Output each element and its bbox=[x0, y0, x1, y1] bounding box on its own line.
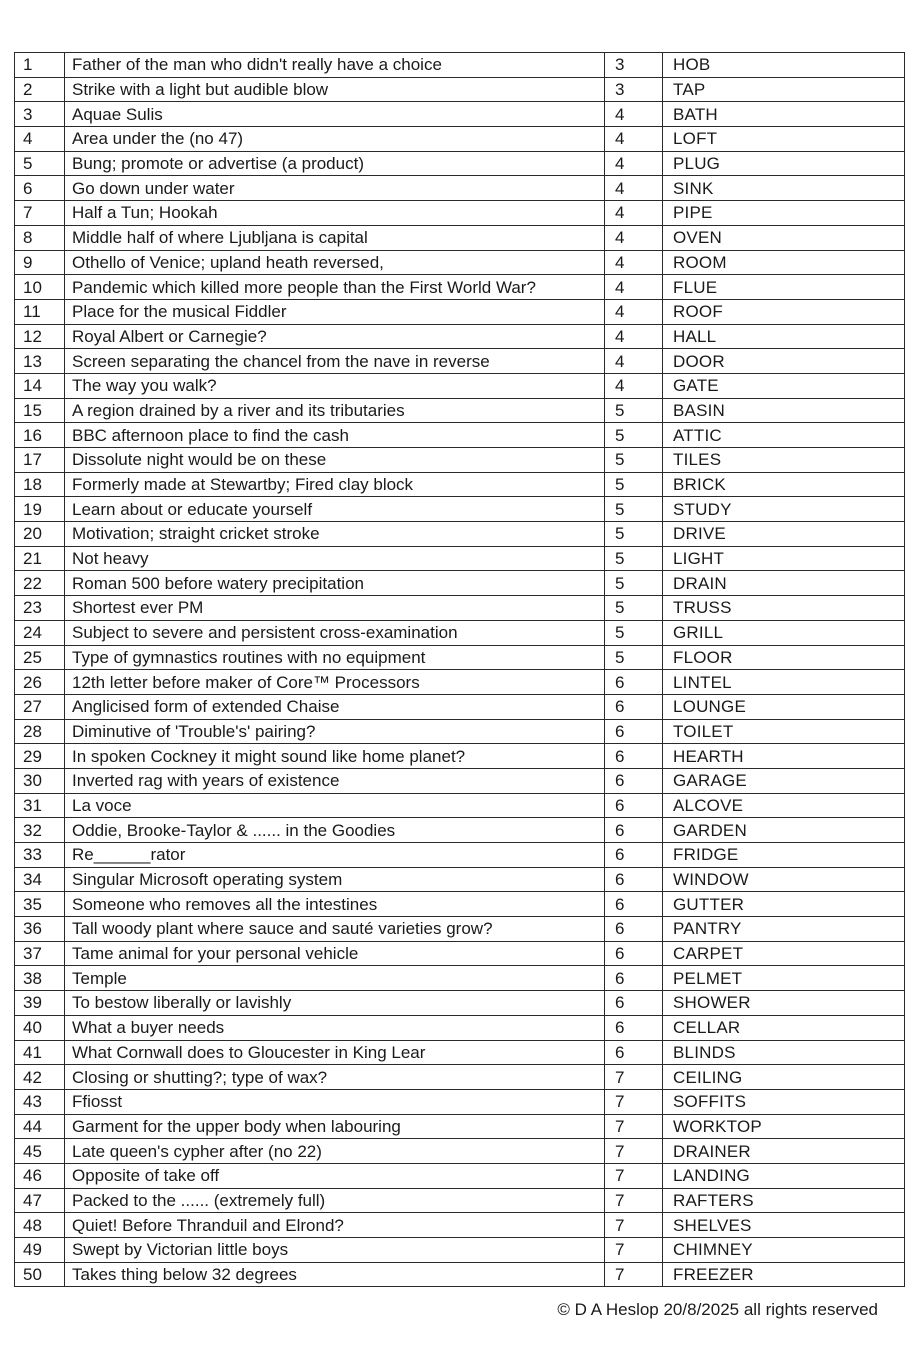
answer-length: 4 bbox=[605, 349, 663, 374]
answer-text: STUDY bbox=[663, 497, 905, 522]
clue-text: Half a Tun; Hookah bbox=[65, 201, 605, 226]
answer-length: 6 bbox=[605, 694, 663, 719]
table-row bbox=[15, 991, 905, 1016]
clue-text: Formerly made at Stewartby; Fired clay block bbox=[65, 472, 605, 497]
table-row bbox=[15, 472, 905, 497]
clue-text: Motivation; straight cricket stroke bbox=[65, 522, 605, 547]
answer-text: FRIDGE bbox=[663, 843, 905, 868]
table-row bbox=[15, 768, 905, 793]
answer-length: 6 bbox=[605, 768, 663, 793]
clue-number: 12 bbox=[15, 324, 65, 349]
answer-length: 5 bbox=[605, 546, 663, 571]
answer-length: 6 bbox=[605, 744, 663, 769]
answer-text: DRAINER bbox=[663, 1139, 905, 1164]
clue-text: To bestow liberally or lavishly bbox=[65, 991, 605, 1016]
answer-text: TRUSS bbox=[663, 596, 905, 621]
clue-text: Pandemic which killed more people than the First World War? bbox=[65, 275, 605, 300]
table-row bbox=[15, 892, 905, 917]
answer-text: ATTIC bbox=[663, 423, 905, 448]
clue-text: Packed to the ...... (extremely full) bbox=[65, 1188, 605, 1213]
answer-length: 4 bbox=[605, 275, 663, 300]
table-row bbox=[15, 571, 905, 596]
clue-text: Dissolute night would be on these bbox=[65, 448, 605, 473]
answer-text: ROOF bbox=[663, 299, 905, 324]
table-row bbox=[15, 176, 905, 201]
clue-text: Roman 500 before watery precipitation bbox=[65, 571, 605, 596]
clue-number: 1 bbox=[15, 53, 65, 78]
clue-number: 20 bbox=[15, 522, 65, 547]
clue-number: 48 bbox=[15, 1213, 65, 1238]
clue-text: Place for the musical Fiddler bbox=[65, 299, 605, 324]
table-row bbox=[15, 127, 905, 152]
answer-text: GARAGE bbox=[663, 768, 905, 793]
table-row bbox=[15, 694, 905, 719]
clue-text: Swept by Victorian little boys bbox=[65, 1238, 605, 1263]
table-row bbox=[15, 1238, 905, 1263]
clue-number: 38 bbox=[15, 966, 65, 991]
answer-length: 7 bbox=[605, 1213, 663, 1238]
answer-text: CELLAR bbox=[663, 1015, 905, 1040]
clue-text: Late queen's cypher after (no 22) bbox=[65, 1139, 605, 1164]
clue-number: 10 bbox=[15, 275, 65, 300]
answer-text: BASIN bbox=[663, 398, 905, 423]
answer-length: 3 bbox=[605, 53, 663, 78]
answer-text: DOOR bbox=[663, 349, 905, 374]
answer-length: 6 bbox=[605, 941, 663, 966]
clue-number: 40 bbox=[15, 1015, 65, 1040]
clue-text: Shortest ever PM bbox=[65, 596, 605, 621]
clue-number: 41 bbox=[15, 1040, 65, 1065]
table-row bbox=[15, 102, 905, 127]
answer-length: 7 bbox=[605, 1238, 663, 1263]
table-row bbox=[15, 1089, 905, 1114]
table-row bbox=[15, 1213, 905, 1238]
table-row bbox=[15, 497, 905, 522]
clue-text: Garment for the upper body when labouring bbox=[65, 1114, 605, 1139]
answer-length: 5 bbox=[605, 423, 663, 448]
clue-text: Not heavy bbox=[65, 546, 605, 571]
clue-text: La voce bbox=[65, 793, 605, 818]
clue-text: Anglicised form of extended Chaise bbox=[65, 694, 605, 719]
clue-number: 11 bbox=[15, 299, 65, 324]
answer-length: 3 bbox=[605, 77, 663, 102]
table-row bbox=[15, 373, 905, 398]
answer-length: 7 bbox=[605, 1089, 663, 1114]
answer-text: CEILING bbox=[663, 1065, 905, 1090]
answer-length: 6 bbox=[605, 966, 663, 991]
answer-length: 7 bbox=[605, 1163, 663, 1188]
answer-text: PELMET bbox=[663, 966, 905, 991]
answer-text: CHIMNEY bbox=[663, 1238, 905, 1263]
table-row bbox=[15, 1188, 905, 1213]
clue-text: Subject to severe and persistent cross-examination bbox=[65, 620, 605, 645]
answer-text: GUTTER bbox=[663, 892, 905, 917]
clue-text: Go down under water bbox=[65, 176, 605, 201]
answer-text: WINDOW bbox=[663, 867, 905, 892]
clue-text: Closing or shutting?; type of wax? bbox=[65, 1065, 605, 1090]
answer-length: 5 bbox=[605, 522, 663, 547]
answer-length: 4 bbox=[605, 176, 663, 201]
answer-text: SINK bbox=[663, 176, 905, 201]
table-row bbox=[15, 1040, 905, 1065]
answer-length: 7 bbox=[605, 1139, 663, 1164]
answer-length: 6 bbox=[605, 719, 663, 744]
table-row bbox=[15, 719, 905, 744]
answer-text: RAFTERS bbox=[663, 1188, 905, 1213]
table-row bbox=[15, 250, 905, 275]
clue-text: Middle half of where Ljubljana is capital bbox=[65, 225, 605, 250]
quiz-answer-table bbox=[14, 52, 905, 1287]
table-row bbox=[15, 448, 905, 473]
clue-number: 33 bbox=[15, 843, 65, 868]
answer-length: 6 bbox=[605, 1040, 663, 1065]
clue-number: 31 bbox=[15, 793, 65, 818]
clue-number: 50 bbox=[15, 1262, 65, 1287]
clue-number: 28 bbox=[15, 719, 65, 744]
clue-number: 17 bbox=[15, 448, 65, 473]
answer-text: SOFFITS bbox=[663, 1089, 905, 1114]
clue-text: Ffiosst bbox=[65, 1089, 605, 1114]
table-row bbox=[15, 645, 905, 670]
answer-length: 4 bbox=[605, 250, 663, 275]
answer-length: 5 bbox=[605, 645, 663, 670]
answer-text: LOUNGE bbox=[663, 694, 905, 719]
clue-number: 26 bbox=[15, 670, 65, 695]
answer-length: 5 bbox=[605, 571, 663, 596]
table-row bbox=[15, 744, 905, 769]
clue-number: 22 bbox=[15, 571, 65, 596]
clue-text: Temple bbox=[65, 966, 605, 991]
clue-number: 32 bbox=[15, 818, 65, 843]
answer-text: GATE bbox=[663, 373, 905, 398]
answer-length: 5 bbox=[605, 497, 663, 522]
answer-length: 4 bbox=[605, 225, 663, 250]
clue-text: Father of the man who didn't really have a choice bbox=[65, 53, 605, 78]
clue-text: Tall woody plant where sauce and sauté varieties grow? bbox=[65, 917, 605, 942]
clue-number: 18 bbox=[15, 472, 65, 497]
table-row bbox=[15, 1015, 905, 1040]
answer-text: WORKTOP bbox=[663, 1114, 905, 1139]
clue-text: Aquae Sulis bbox=[65, 102, 605, 127]
table-row bbox=[15, 620, 905, 645]
answer-text: LANDING bbox=[663, 1163, 905, 1188]
table-row bbox=[15, 670, 905, 695]
answer-text: HALL bbox=[663, 324, 905, 349]
answer-length: 4 bbox=[605, 102, 663, 127]
table-row bbox=[15, 225, 905, 250]
clue-number: 15 bbox=[15, 398, 65, 423]
answer-text: BRICK bbox=[663, 472, 905, 497]
answer-length: 6 bbox=[605, 867, 663, 892]
clue-number: 16 bbox=[15, 423, 65, 448]
clue-number: 39 bbox=[15, 991, 65, 1016]
table-row bbox=[15, 77, 905, 102]
clue-number: 8 bbox=[15, 225, 65, 250]
clue-number: 47 bbox=[15, 1188, 65, 1213]
clue-text: Strike with a light but audible blow bbox=[65, 77, 605, 102]
answer-text: DRAIN bbox=[663, 571, 905, 596]
table-row bbox=[15, 1262, 905, 1287]
clue-number: 2 bbox=[15, 77, 65, 102]
answer-text: PANTRY bbox=[663, 917, 905, 942]
clue-number: 30 bbox=[15, 768, 65, 793]
answer-text: TILES bbox=[663, 448, 905, 473]
answer-text: TAP bbox=[663, 77, 905, 102]
answer-text: BATH bbox=[663, 102, 905, 127]
clue-text: Area under the (no 47) bbox=[65, 127, 605, 152]
clue-text: In spoken Cockney it might sound like home planet? bbox=[65, 744, 605, 769]
answer-length: 7 bbox=[605, 1065, 663, 1090]
clue-number: 34 bbox=[15, 867, 65, 892]
answer-text: FLOOR bbox=[663, 645, 905, 670]
answer-text: OVEN bbox=[663, 225, 905, 250]
answer-text: SHOWER bbox=[663, 991, 905, 1016]
clue-text: Royal Albert or Carnegie? bbox=[65, 324, 605, 349]
answer-text: DRIVE bbox=[663, 522, 905, 547]
table-row bbox=[15, 522, 905, 547]
table-row bbox=[15, 546, 905, 571]
table-row bbox=[15, 843, 905, 868]
clue-text: Inverted rag with years of existence bbox=[65, 768, 605, 793]
clue-number: 46 bbox=[15, 1163, 65, 1188]
table-row bbox=[15, 1163, 905, 1188]
answer-length: 4 bbox=[605, 299, 663, 324]
answer-text: BLINDS bbox=[663, 1040, 905, 1065]
table-row bbox=[15, 324, 905, 349]
answer-length: 5 bbox=[605, 472, 663, 497]
clue-text: Diminutive of 'Trouble's' pairing? bbox=[65, 719, 605, 744]
answer-text: FREEZER bbox=[663, 1262, 905, 1287]
table-row bbox=[15, 941, 905, 966]
answer-text: GRILL bbox=[663, 620, 905, 645]
table-row bbox=[15, 299, 905, 324]
clue-number: 3 bbox=[15, 102, 65, 127]
answer-text: HOB bbox=[663, 53, 905, 78]
table-row bbox=[15, 917, 905, 942]
answer-length: 4 bbox=[605, 127, 663, 152]
table-row bbox=[15, 151, 905, 176]
clue-text: Singular Microsoft operating system bbox=[65, 867, 605, 892]
answer-length: 6 bbox=[605, 670, 663, 695]
answer-length: 4 bbox=[605, 151, 663, 176]
clue-number: 44 bbox=[15, 1114, 65, 1139]
clue-number: 42 bbox=[15, 1065, 65, 1090]
clue-text: Bung; promote or advertise (a product) bbox=[65, 151, 605, 176]
clue-number: 5 bbox=[15, 151, 65, 176]
clue-text: A region drained by a river and its tributaries bbox=[65, 398, 605, 423]
answer-length: 5 bbox=[605, 620, 663, 645]
clue-text: Learn about or educate yourself bbox=[65, 497, 605, 522]
clue-number: 23 bbox=[15, 596, 65, 621]
table-row bbox=[15, 53, 905, 78]
answer-text: HEARTH bbox=[663, 744, 905, 769]
clue-text: Type of gymnastics routines with no equipment bbox=[65, 645, 605, 670]
answer-length: 7 bbox=[605, 1188, 663, 1213]
answer-length: 6 bbox=[605, 991, 663, 1016]
clue-number: 9 bbox=[15, 250, 65, 275]
answer-text: TOILET bbox=[663, 719, 905, 744]
clue-text: Someone who removes all the intestines bbox=[65, 892, 605, 917]
answer-length: 6 bbox=[605, 1015, 663, 1040]
clue-number: 27 bbox=[15, 694, 65, 719]
clue-text: Oddie, Brooke-Taylor & ...... in the Goodies bbox=[65, 818, 605, 843]
table-row bbox=[15, 1139, 905, 1164]
answer-text: PLUG bbox=[663, 151, 905, 176]
answer-length: 4 bbox=[605, 324, 663, 349]
clue-number: 36 bbox=[15, 917, 65, 942]
clue-number: 25 bbox=[15, 645, 65, 670]
clue-text: What Cornwall does to Gloucester in King Lear bbox=[65, 1040, 605, 1065]
answer-length: 5 bbox=[605, 596, 663, 621]
answer-length: 6 bbox=[605, 818, 663, 843]
table-row bbox=[15, 423, 905, 448]
answer-length: 6 bbox=[605, 917, 663, 942]
clue-text: Opposite of take off bbox=[65, 1163, 605, 1188]
clue-number: 19 bbox=[15, 497, 65, 522]
answer-text: LOFT bbox=[663, 127, 905, 152]
answer-length: 7 bbox=[605, 1114, 663, 1139]
table-row bbox=[15, 966, 905, 991]
clue-text: The way you walk? bbox=[65, 373, 605, 398]
clue-number: 29 bbox=[15, 744, 65, 769]
clue-number: 24 bbox=[15, 620, 65, 645]
table-row bbox=[15, 1114, 905, 1139]
clue-text: 12th letter before maker of Core™ Processors bbox=[65, 670, 605, 695]
answer-length: 7 bbox=[605, 1262, 663, 1287]
answer-length: 5 bbox=[605, 398, 663, 423]
answer-text: SHELVES bbox=[663, 1213, 905, 1238]
answer-length: 4 bbox=[605, 373, 663, 398]
table-row bbox=[15, 596, 905, 621]
clue-number: 45 bbox=[15, 1139, 65, 1164]
clue-number: 37 bbox=[15, 941, 65, 966]
clue-text: Quiet! Before Thranduil and Elrond? bbox=[65, 1213, 605, 1238]
table-row bbox=[15, 818, 905, 843]
answer-text: GARDEN bbox=[663, 818, 905, 843]
answer-length: 4 bbox=[605, 201, 663, 226]
answer-text: FLUE bbox=[663, 275, 905, 300]
clue-number: 14 bbox=[15, 373, 65, 398]
answer-length: 5 bbox=[605, 448, 663, 473]
clue-number: 49 bbox=[15, 1238, 65, 1263]
answer-text: CARPET bbox=[663, 941, 905, 966]
answer-text: LINTEL bbox=[663, 670, 905, 695]
clue-number: 21 bbox=[15, 546, 65, 571]
answer-text: LIGHT bbox=[663, 546, 905, 571]
clue-number: 13 bbox=[15, 349, 65, 374]
copyright-notice: © D A Heslop 20/8/2025 all rights reserved bbox=[557, 1300, 878, 1319]
clue-text: Tame animal for your personal vehicle bbox=[65, 941, 605, 966]
clue-text: Re______rator bbox=[65, 843, 605, 868]
answer-text: ALCOVE bbox=[663, 793, 905, 818]
clue-number: 4 bbox=[15, 127, 65, 152]
clue-text: BBC afternoon place to find the cash bbox=[65, 423, 605, 448]
clue-number: 35 bbox=[15, 892, 65, 917]
clue-number: 7 bbox=[15, 201, 65, 226]
clue-text: Takes thing below 32 degrees bbox=[65, 1262, 605, 1287]
answer-length: 6 bbox=[605, 892, 663, 917]
answer-text: ROOM bbox=[663, 250, 905, 275]
clue-text: What a buyer needs bbox=[65, 1015, 605, 1040]
table-row bbox=[15, 275, 905, 300]
quiz-table-body bbox=[15, 53, 905, 1287]
answer-length: 6 bbox=[605, 843, 663, 868]
table-row bbox=[15, 398, 905, 423]
clue-number: 6 bbox=[15, 176, 65, 201]
table-row bbox=[15, 1065, 905, 1090]
clue-text: Othello of Venice; upland heath reversed, bbox=[65, 250, 605, 275]
clue-text: Screen separating the chancel from the nave in reverse bbox=[65, 349, 605, 374]
answer-text: PIPE bbox=[663, 201, 905, 226]
answer-length: 6 bbox=[605, 793, 663, 818]
clue-number: 43 bbox=[15, 1089, 65, 1114]
table-row bbox=[15, 349, 905, 374]
table-row bbox=[15, 793, 905, 818]
table-row bbox=[15, 201, 905, 226]
table-row bbox=[15, 867, 905, 892]
